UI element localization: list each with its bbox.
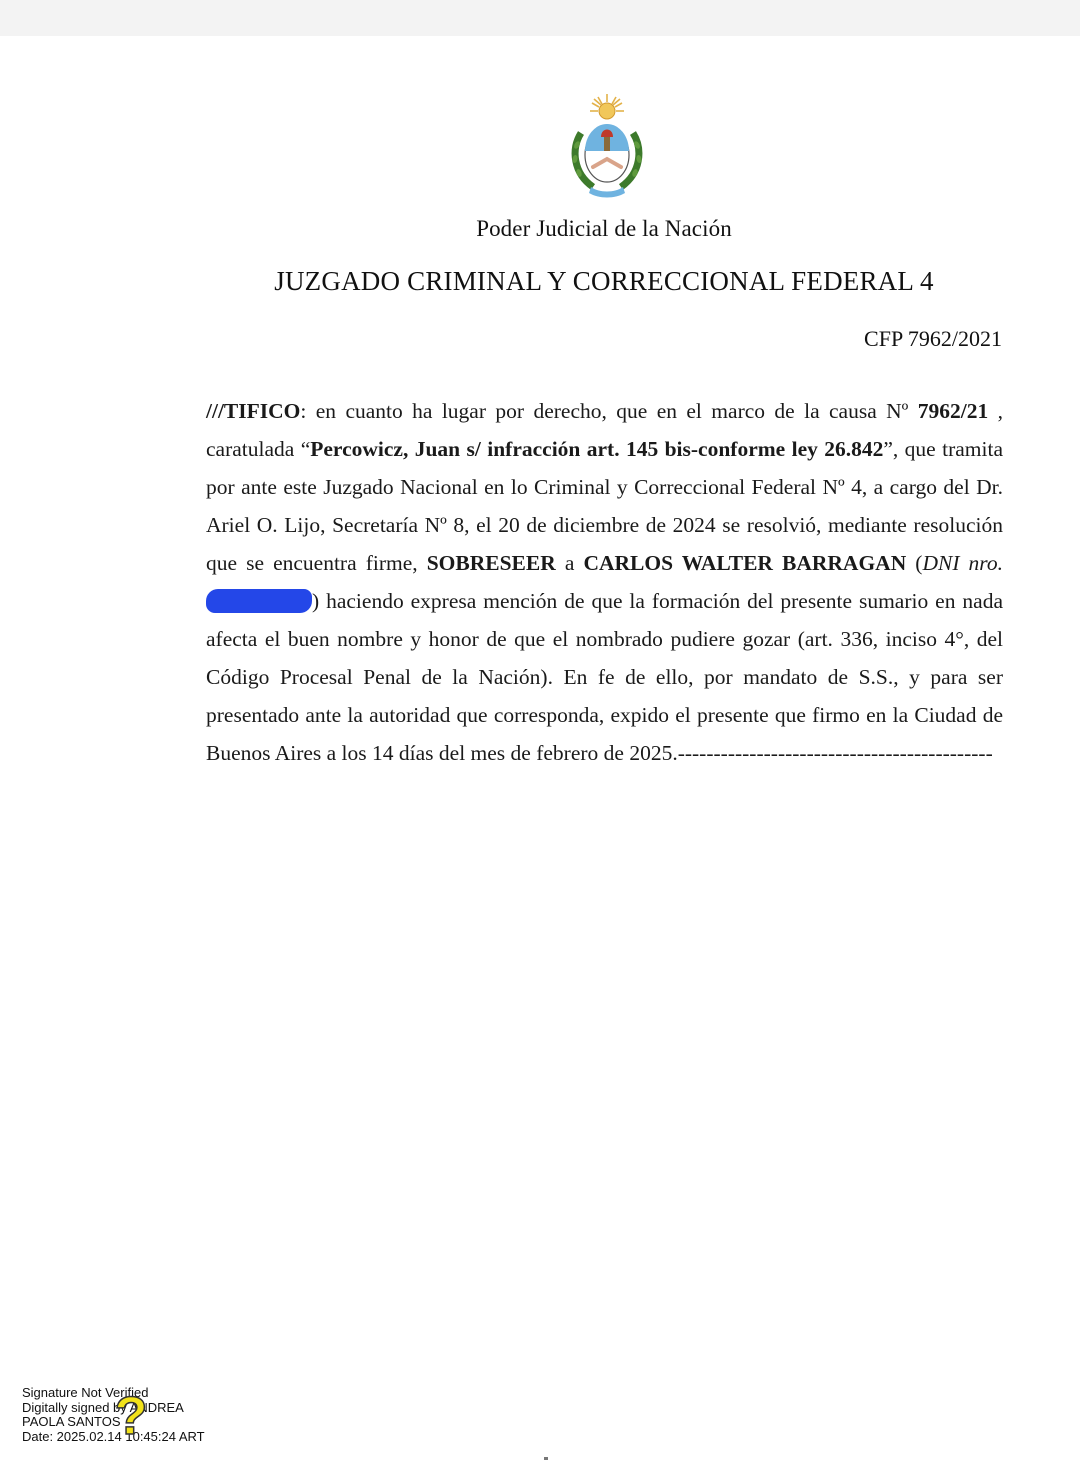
certification-paragraph: ///TIFICO: en cuanto ha lugar por derecho, que en el marco de la causa Nº 7962/21 , caratulada “Percowicz, Juan s/ infracción art. 145 bis-conforme ley 26.842”, que tramita por ante este Juzgado Nacional en lo Criminal y Correccional Federal Nº 4, a cargo del Dr. Ariel O. Lijo, Secretaría Nº 8, el 20 de diciembre de 2024 se resolvió, mediante resolución que se encuentra firme, SOBRESEER a CARLOS WALTER BARRAGAN (DNI nro. ) haciendo expresa mención de que la formación del presente sumario en nada afecta el buen nombre y honor de que el nombrado pudiere gozar (art. 336, inciso 4°, del Código Procesal Penal de la Nación). En fe de ello, por mandato de S.S., y para ser presentado ante la autoridad que corresponda, expido el presente que firmo en la Ciudad de Buenos Aires a los 14 días del mes de febrero de 2025.-------------------------------------------- (206, 399, 1004, 765)
viewer-top-bar (0, 0, 1080, 36)
case-caption: Percowicz, Juan s/ infracción art. 145 bis-conforme ley 26.842 (310, 437, 884, 461)
redaction-mark (206, 589, 312, 613)
case-reference: CFP 7962/2021 (864, 326, 1002, 351)
court-name-heading: JUZGADO CRIMINAL Y CORRECCIONAL FEDERAL 4 (274, 266, 934, 296)
signature-signer: Digitally signed by ANDREA (22, 1399, 184, 1415)
coat-of-arms-icon (567, 93, 647, 201)
defendant-name: CARLOS WALTER BARRAGAN (583, 551, 907, 575)
svg-text:?: ? (114, 1386, 148, 1444)
case-number: 7962/21 (917, 399, 989, 423)
dash-filler: -------------------------------------------- (677, 741, 993, 765)
signature-status: Signature Not Verified (22, 1385, 149, 1400)
ruling-verb: SOBRESEER (426, 551, 556, 575)
opening-word: ///TIFICO (206, 399, 301, 423)
id-label: DNI nro. (922, 551, 1003, 575)
page-indicator (544, 1457, 548, 1460)
signature-signer-name: PAOLA SANTOS (22, 1414, 121, 1429)
court-authority-heading: Poder Judicial de la Nación (476, 216, 732, 241)
signature-date: Date: 2025.02.14 10:45:24 ART (22, 1428, 205, 1444)
question-mark-icon (110, 1384, 152, 1444)
